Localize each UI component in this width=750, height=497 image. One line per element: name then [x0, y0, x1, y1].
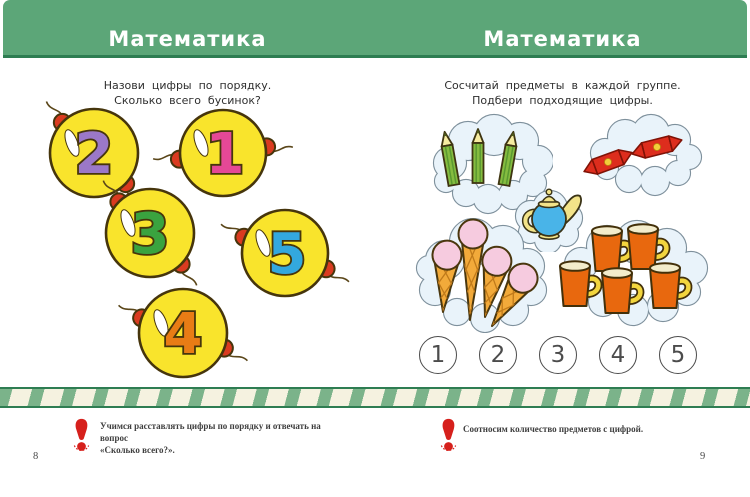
answer-circle-3: 3 [539, 336, 577, 374]
attention-icon [437, 417, 460, 455]
bead-digit: 3 [130, 202, 170, 267]
answer-circle-5: 5 [659, 336, 697, 374]
bead-digit: 2 [74, 122, 114, 187]
right-footer-note: Соотносим количество предметов с цифрой. [463, 424, 644, 434]
left-instruction-line1: Назови цифры по порядку. [103, 79, 272, 92]
answer-circle-1: 1 [419, 336, 457, 374]
cups-group [555, 218, 715, 330]
candies-group [583, 113, 705, 198]
left-footer-note-line1: Учимся расставлять цифры по порядку и отвечать на вопрос [100, 421, 321, 443]
right-instruction-line1: Сосчитай предметы в каждой группе. [444, 79, 681, 92]
bead-digit: 5 [267, 222, 307, 287]
bead-digit: 1 [205, 122, 245, 187]
left-instruction-line2: Сколько всего бусинок? [114, 94, 261, 107]
left-page-number: 8 [33, 451, 39, 462]
answer-circle-2: 2 [479, 336, 517, 374]
answer-circle-4: 4 [599, 336, 637, 374]
decorative-stripe-band [0, 387, 750, 408]
right-page-title: Математика [483, 27, 642, 51]
attention-icon [70, 417, 93, 455]
bead-digit: 4 [163, 302, 203, 367]
left-footer-note [100, 420, 340, 456]
left-page-title: Математика [108, 27, 267, 51]
right-instruction [375, 78, 750, 108]
right-instruction-line2: Подбери подходящие цифры. [472, 94, 653, 107]
bead-4-drawing [108, 258, 258, 408]
right-page-number: 9 [700, 451, 706, 462]
bead-4 [108, 258, 258, 408]
answer-circles-row [419, 336, 697, 374]
left-footer-note-line2: «Сколько всего?». [100, 445, 175, 455]
pencil-icon [473, 129, 484, 183]
ice-cream-group [415, 218, 560, 333]
